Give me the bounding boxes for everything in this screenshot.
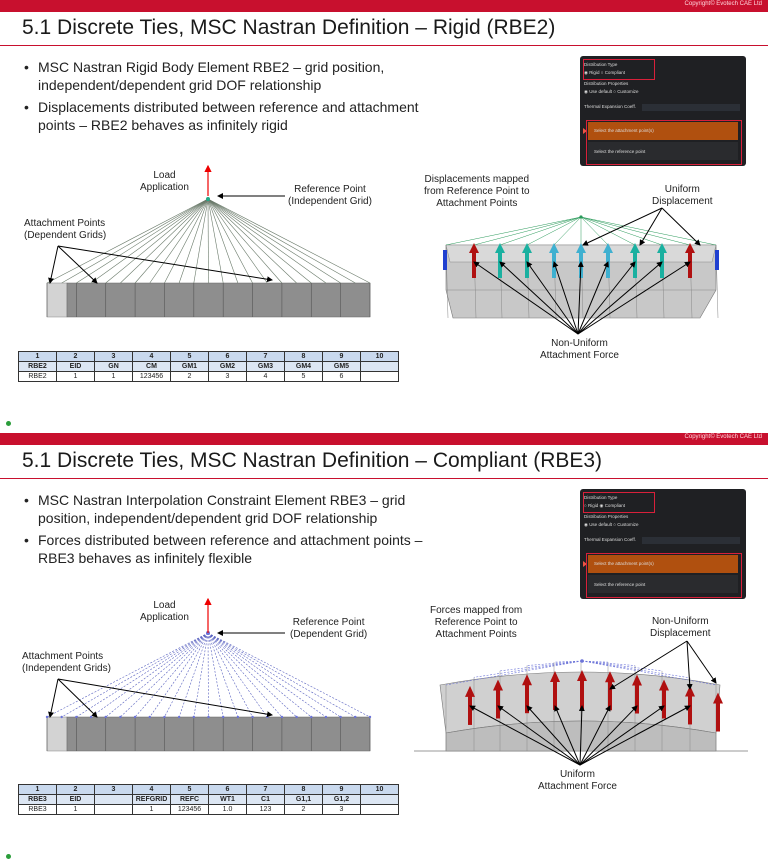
card-cell: 123456: [171, 805, 209, 815]
attachment-pointers: [50, 246, 272, 283]
load-label: Load Application: [140, 170, 189, 193]
card-cell: G1,2: [323, 795, 361, 805]
thermal-label: Thermal Expansion Coeff.: [584, 537, 636, 542]
card-cell: 2: [285, 805, 323, 815]
card-cell: WT1: [209, 795, 247, 805]
type-radio-group: [584, 503, 625, 509]
card-cell: 6: [209, 785, 247, 795]
bullet-text: MSC Nastran Interpolation Constraint Element RBE3 – grid position, independent/dependent grid DOF relationship: [38, 492, 406, 526]
card-cell: EID: [57, 362, 95, 372]
card-cell: [361, 372, 399, 382]
card-cell: 3: [323, 805, 361, 815]
thermal-input[interactable]: [642, 104, 740, 111]
bullet-text: MSC Nastran Rigid Body Element RBE2 – grid position, independent/dependent grid DOF relationship: [38, 59, 385, 93]
rigid-radio[interactable]: ◉ Rigid: [584, 70, 600, 75]
card-cell: 9: [323, 352, 361, 362]
card-cell: 9: [323, 785, 361, 795]
card-cell: 3: [209, 372, 247, 382]
card-cell: GM1: [171, 362, 209, 372]
slide-title: 5.1 Discrete Ties, MSC Nastran Definition – Compliant (RBE3): [22, 449, 603, 472]
attachment-force-label: Uniform Attachment Force: [538, 769, 617, 792]
card-cell: [361, 362, 399, 372]
card-cell: G1,1: [285, 795, 323, 805]
slide-marker: [6, 421, 11, 426]
customize-radio[interactable]: ○ Customize: [613, 89, 639, 94]
thermal-input[interactable]: [642, 537, 740, 544]
rigid-radio[interactable]: ○ Rigid: [584, 503, 599, 508]
card-cell: 8: [285, 785, 323, 795]
slide-rbe3: [0, 433, 768, 866]
card-cell: GN: [95, 362, 133, 372]
card-cell: 6: [323, 372, 361, 382]
bullet-item: • Forces distributed between reference and attachment points – RBE3 behaves as infinitely flexible: [24, 532, 423, 566]
uniform-displacement-label: Uniform Displacement: [652, 184, 713, 207]
card-cell: 7: [247, 785, 285, 795]
card-cell: 6: [209, 352, 247, 362]
card-cell: REFGRID: [133, 795, 171, 805]
compliant-radio[interactable]: ○ Compliant: [600, 70, 625, 75]
card-cell: RBE3: [19, 805, 57, 815]
use-default-radio[interactable]: ◉ Use default: [584, 89, 612, 94]
bullet-item: • MSC Nastran Rigid Body Element RBE2 – grid position, independent/dependent grid DOF relationship: [24, 58, 424, 94]
rbe2-beam: [47, 197, 370, 317]
card-cell: GM3: [247, 362, 285, 372]
ref-select-button[interactable]: Select the reference point: [588, 575, 738, 593]
card-cell: 2: [171, 372, 209, 382]
card-cell: 5: [285, 372, 323, 382]
card-cell: 1.0: [209, 805, 247, 815]
load-label: Load Application: [140, 600, 189, 623]
card-cell: GM4: [285, 362, 323, 372]
card-cell: 8: [285, 352, 323, 362]
bullet-item: • Displacements distributed between reference and attachment points – RBE2 behaves as infinitely rigid: [24, 98, 424, 134]
card-cell: [361, 795, 399, 805]
bullet-text: Forces distributed between reference and attachment points – RBE3 behaves as infinitely flexible: [38, 532, 423, 566]
customize-radio[interactable]: ○ Customize: [613, 522, 639, 527]
card-cell: 1: [133, 805, 171, 815]
distribution-type-label: Distribution Type: [584, 62, 618, 67]
card-cell: 123: [247, 805, 285, 815]
card-cell: 3: [95, 785, 133, 795]
card-cell: 7: [247, 352, 285, 362]
slide-marker: [6, 854, 11, 859]
card-cell: 1: [19, 352, 57, 362]
card-cell: RBE2: [19, 362, 57, 372]
select-highlight: [586, 553, 742, 598]
slide-title: 5.1 Discrete Ties, MSC Nastran Definition – Rigid (RBE2): [22, 16, 556, 39]
card-cell: 4: [247, 372, 285, 382]
select-highlight: [586, 120, 742, 165]
mapped-label: Forces mapped from Reference Point to Attachment Points: [430, 605, 523, 640]
card-cell: 2: [57, 785, 95, 795]
copyright: Copyright© Evotech CAE Ltd: [684, 1, 762, 7]
use-default-radio[interactable]: ◉ Use default: [584, 522, 612, 527]
card-cell: 3: [95, 352, 133, 362]
bullet-text: Displacements distributed between reference and attachment points – RBE2 behaves as infinitely rigid: [38, 99, 419, 133]
card-cell: 4: [133, 785, 171, 795]
card-cell: RBE3: [19, 795, 57, 805]
attachment-label: Attachment Points (Dependent Grids): [24, 218, 107, 241]
compliant-radio[interactable]: ◉ Compliant: [599, 503, 625, 508]
thermal-label: Thermal Expansion Coeff.: [584, 104, 636, 109]
attachment-force-label: Non-Uniform Attachment Force: [540, 338, 619, 361]
card-cell: 123456: [133, 372, 171, 382]
attach-select-button[interactable]: Select the attachment point(s): [588, 122, 738, 140]
type-radio-group: [584, 70, 625, 76]
card-cell: [361, 805, 399, 815]
reference-label: Reference Point (Independent Grid): [288, 184, 372, 207]
attach-select-button[interactable]: Select the attachment point(s): [588, 555, 738, 573]
bullet-item: • MSC Nastran Interpolation Constraint Element RBE3 – grid position, independent/dependent grid DOF relationship: [24, 491, 424, 527]
card-cell: 1: [57, 372, 95, 382]
card-cell: [95, 795, 133, 805]
mapped-label: Displacements mapped from Reference Point to Attachment Points: [424, 174, 530, 209]
distribution-panel: [580, 489, 746, 599]
card-cell: CM: [133, 362, 171, 372]
card-cell: 1: [19, 785, 57, 795]
distribution-panel: [580, 56, 746, 166]
ref-select-button[interactable]: Select the reference point: [588, 142, 738, 160]
card-cell: 1: [57, 805, 95, 815]
card-cell: 10: [361, 785, 399, 795]
rbe3-beam: [46, 631, 371, 751]
properties-label: Distribution Properties: [584, 514, 629, 519]
non-uniform-displacement-label: Non-Uniform Displacement: [650, 616, 711, 639]
card-cell: GM2: [209, 362, 247, 372]
card-cell: [95, 805, 133, 815]
reference-label: Reference Point (Dependent Grid): [290, 617, 368, 640]
card-cell: C1: [247, 795, 285, 805]
rbe3-card: [18, 784, 399, 815]
card-cell: GM5: [323, 362, 361, 372]
properties-label: Distribution Properties: [584, 81, 629, 86]
card-cell: 1: [95, 372, 133, 382]
card-cell: REFC: [171, 795, 209, 805]
card-cell: 2: [57, 352, 95, 362]
card-cell: RBE2: [19, 372, 57, 382]
card-cell: 5: [171, 352, 209, 362]
copyright: Copyright© Evotech CAE Ltd: [684, 434, 762, 440]
distribution-type-label: Distribution Type: [584, 495, 618, 500]
card-cell: 4: [133, 352, 171, 362]
rbe2-card: [18, 351, 399, 382]
card-cell: 5: [171, 785, 209, 795]
card-cell: EID: [57, 795, 95, 805]
attachment-label: Attachment Points (Independent Grids): [22, 651, 111, 674]
card-cell: 10: [361, 352, 399, 362]
